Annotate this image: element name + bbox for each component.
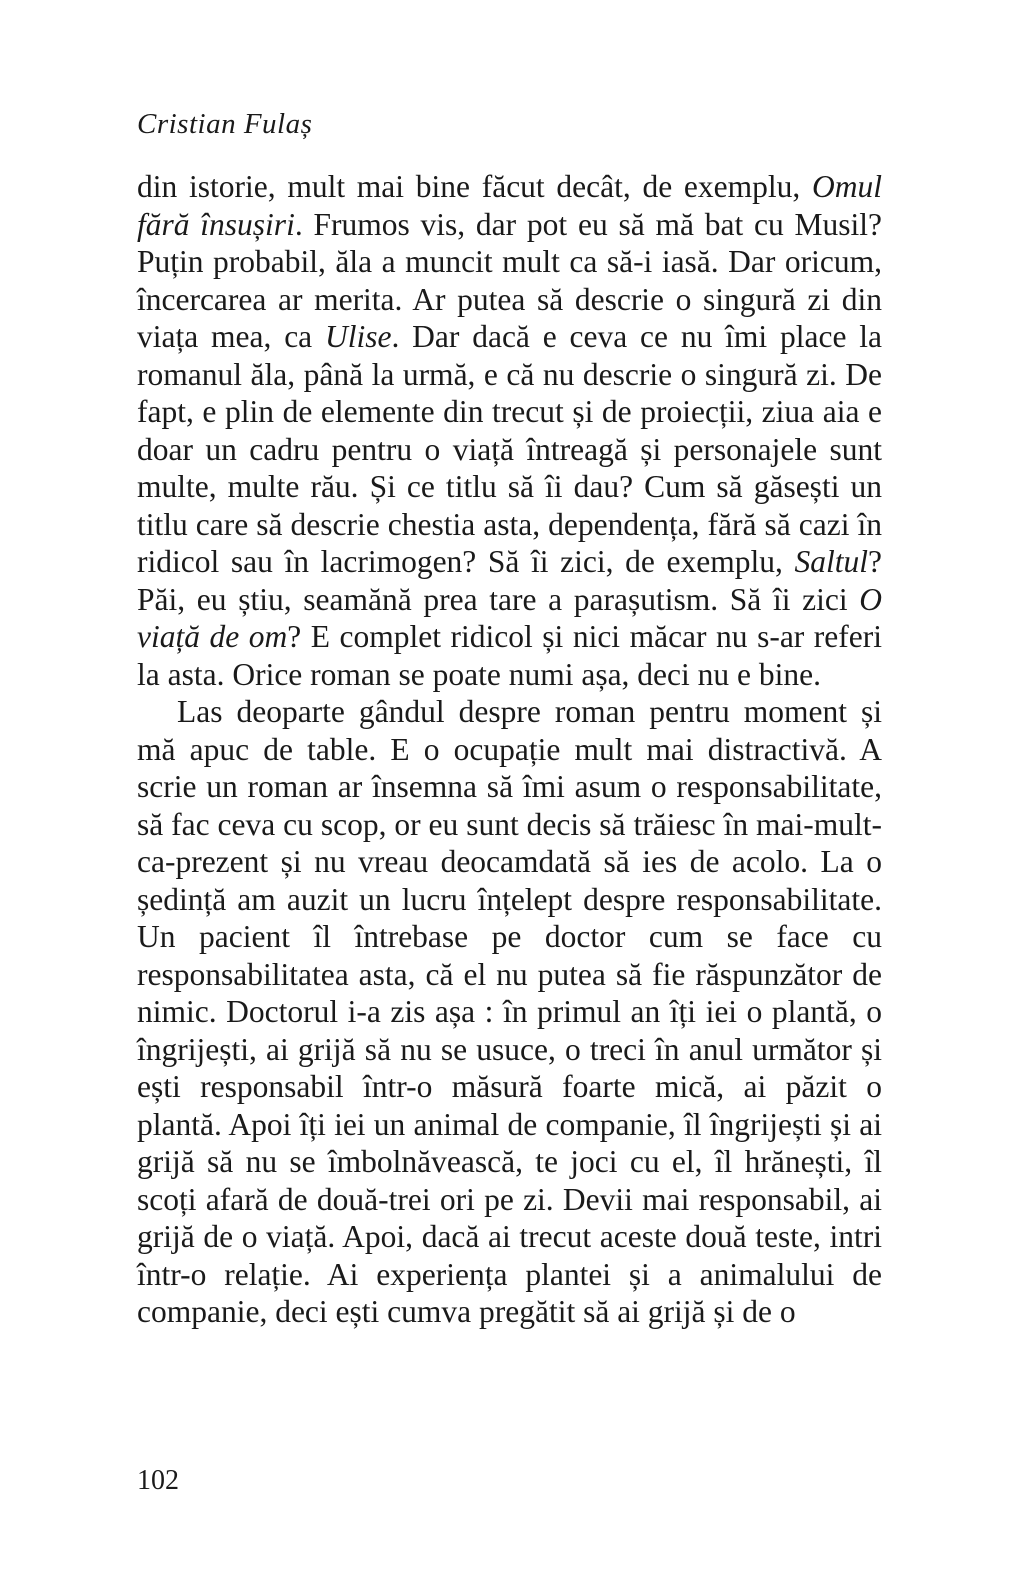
paragraph-1-segment-1: din istorie, mult mai bine făcut decât, de exemplu, [137, 169, 812, 204]
paragraph-1-segment-2: . Frumos vis, dar pot eu să mă bat cu Musil? Puțin probabil, ăla a muncit mult ca să-i iasă. Dar oricum, încercarea ar merita. Ar putea să descrie o singură zi din viața mea, ca [137, 206, 883, 354]
book-title-saltul: Saltul [794, 544, 869, 579]
running-head-author: Cristian Fulaș [137, 108, 313, 140]
book-title-o-viata-de-om: O viață de om [137, 581, 882, 654]
book-title-omul-fara-insusiri: Omul fără însușiri [137, 169, 882, 242]
paragraph-2: Las deoparte gândul despre roman pentru moment și mă apuc de table. E o ocupație mult mai distractivă. A scrie un roman ar însemna să îmi asum o responsabilitate, să fac ceva cu scop, or eu sunt decis să trăiesc în mai-mult-ca-prezent și nu vreau deocamdată să ies de acolo. La o ședință am auzit un lucru înțelept despre responsabilitate. Un pacient îl întrebase pe doctor cum se face cu responsabilitatea asta, că el nu putea să fie răspunzător de nimic. Doctorul i-a zis așa : în primul an îți iei o plantă, o îngrijești, ai grijă să nu se usuce, o treci în anul următor și ești responsabil într-o măsură foarte mică, ai păzit o plantă. Apoi îți iei un animal de companie, îl îngrijești și ai grijă să nu se îmbolnăvească, te joci cu el, îl hrănești, îl scoți afară de două-trei ori pe zi. Devii mai responsabil, ai grijă de o viață. Apoi, dacă ai trecut aceste două teste, intri într-o relație. Ai experiența plantei și a animalului de companie, deci ești cumva pregătit să ai grijă și de o [137, 694, 882, 1329]
paragraph-1 [137, 168, 882, 693]
paragraph-1-segment-5: ? E complet ridicol și nici măcar nu s-ar referi la asta. Orice roman se poate numi așa, deci nu e bine. [137, 619, 882, 692]
body-text [137, 168, 882, 1331]
paragraph-1-segment-3: . Dar dacă e ceva ce nu îmi place la romanul ăla, până la urmă, e că nu descrie o singură zi. De fapt, e plin de elemente din trecut și de proiecții, ziua aia e doar un cadru pentru o viață întreagă și personajele sunt multe, multe rău. Și ce titlu să îi dau? Cum să găsești un titlu care să descrie chestia asta, dependența, fără să cazi în ridicol sau în lacrimogen? Să îi zici, de exemplu, [137, 319, 882, 579]
paragraph-1-segment-4: ? Păi, eu știu, seamănă prea tare a parașutism. Să îi zici [137, 544, 882, 617]
page-number: 102 [137, 1465, 179, 1496]
book-title-ulise: Ulise [324, 319, 392, 354]
